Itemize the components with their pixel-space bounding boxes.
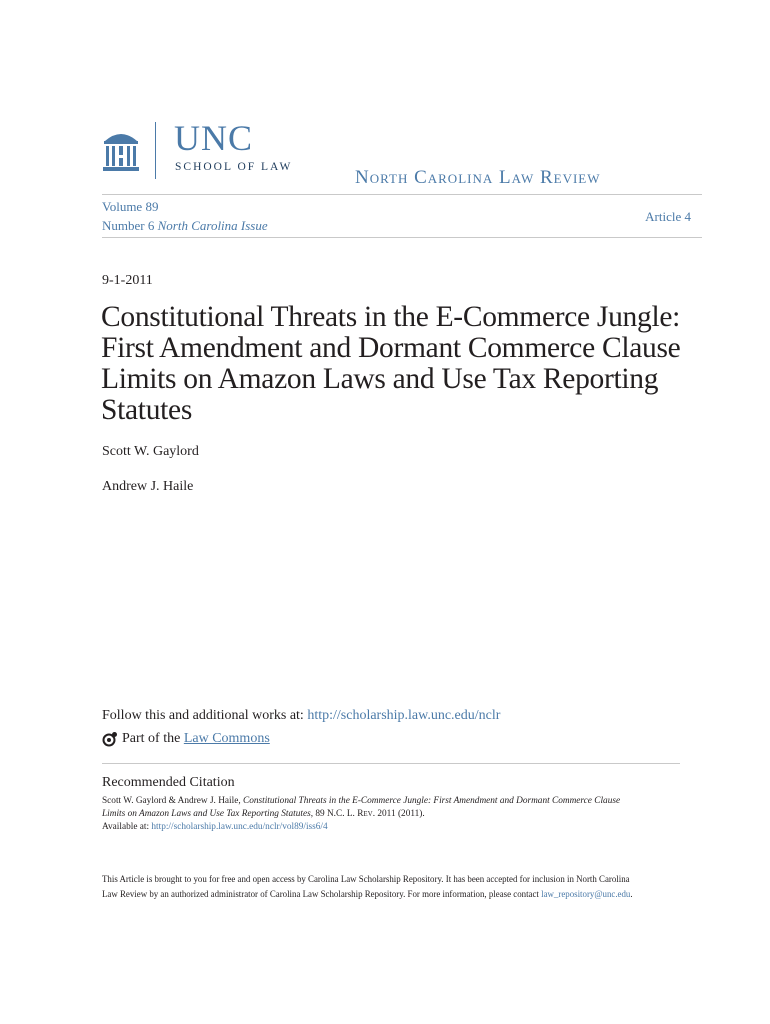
recommended-citation-heading: Recommended Citation [102, 775, 235, 790]
article-number: Article 4 [645, 209, 691, 224]
article-title [101, 302, 701, 426]
logo-secondary-text: SCHOOL OF LAW [175, 161, 293, 173]
logo-divider [155, 122, 156, 179]
citation-volume: , 89 N.C. L. [310, 809, 358, 819]
issue-name: North Carolina Issue [157, 218, 268, 233]
publication-date: 9-1-2011 [102, 273, 153, 288]
access-note-end: . [630, 889, 633, 899]
divider-bottom [102, 237, 702, 238]
issue-number-prefix: Number 6 [102, 218, 155, 233]
follow-line [102, 708, 500, 724]
unc-law-logo [102, 118, 297, 182]
access-note-line-1: This Article is brought to you for free and open access by Carolina Law Scholarship Repository. It has been accepted for inclusion in North Carolina [102, 874, 630, 884]
network-commons-icon [102, 731, 118, 747]
title-line-3: Limits on Amazon Laws and Use Tax Reporting [101, 363, 659, 395]
title-line-1: Constitutional Threats in the E-Commerce Jungle: [101, 301, 681, 333]
part-of-line [102, 731, 270, 747]
citation-rev: Rev. [357, 809, 376, 819]
citation-text [102, 795, 682, 834]
access-note-line-2: Law Review by an authorized administrator of Carolina Law Scholarship Repository. For more information, please contact [102, 889, 542, 899]
law-commons-link[interactable]: Law Commons [183, 731, 270, 746]
journal-name: North Carolina Law Review [355, 167, 601, 188]
author-name[interactable]: Andrew J. Haile [102, 479, 194, 494]
contact-email-link[interactable]: law_repository@unc.edu [541, 889, 631, 899]
part-of-text: Part of the [122, 731, 184, 746]
old-well-icon [102, 125, 140, 173]
citation-year: 2011 (2011). [375, 809, 425, 819]
available-label: Available at: [102, 822, 152, 832]
access-note [102, 872, 672, 902]
title-line-2: First Amendment and Dormant Commerce Clause [101, 332, 681, 364]
volume-label: Volume 89 [102, 199, 159, 214]
citation-authors: Scott W. Gaylord & Andrew J. Haile, [102, 796, 243, 806]
article-url-link[interactable]: http://scholarship.law.unc.edu/nclr/vol89/iss6/4 [151, 822, 328, 832]
logo-primary-text: UNC [174, 118, 254, 158]
title-line-4: Statutes [101, 394, 193, 426]
follow-text: Follow this and additional works at: [102, 708, 308, 723]
author-name[interactable]: Scott W. Gaylord [102, 444, 199, 459]
citation-title-2: Limits on Amazon Laws and Use Tax Reporting Statutes [102, 809, 311, 819]
divider-citation [102, 763, 680, 764]
repository-link[interactable]: http://scholarship.law.unc.edu/nclr [307, 708, 501, 723]
citation-title-1: Constitutional Threats in the E-Commerce Jungle: First Amendment and Dormant Commerce Clause [243, 796, 621, 806]
divider-top [102, 194, 702, 195]
issue-number [102, 218, 268, 234]
